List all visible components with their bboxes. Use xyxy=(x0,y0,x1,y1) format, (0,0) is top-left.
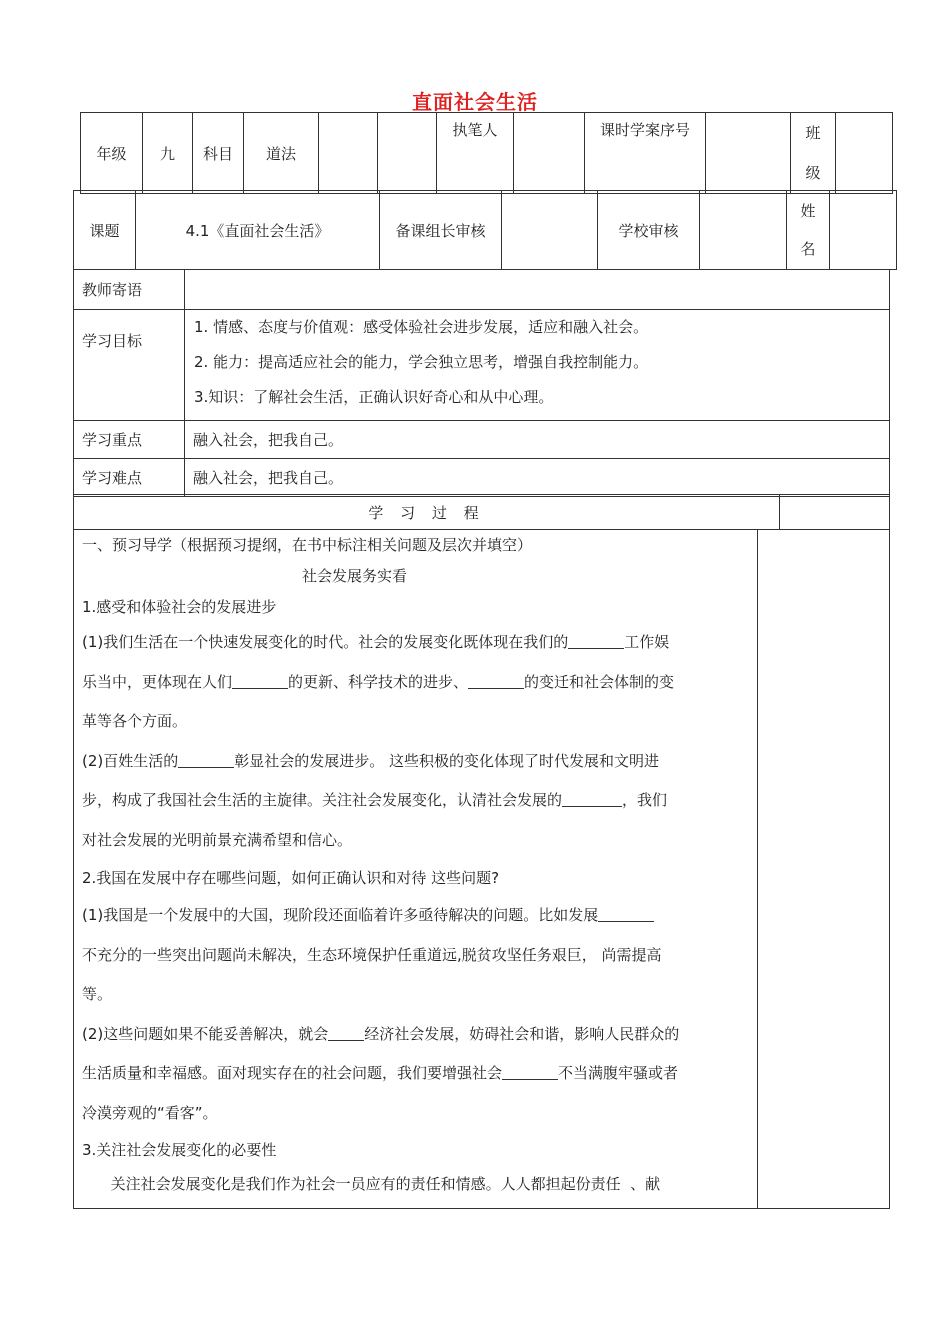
grade-value: 九 xyxy=(143,113,193,194)
class-label: 班 级 xyxy=(791,113,836,194)
process-header xyxy=(73,494,890,530)
content-line: 冷漠旁观的“看客”。 xyxy=(82,1103,218,1122)
process-label: 学 习 过 程 xyxy=(74,495,780,530)
header-row-1 xyxy=(80,112,893,194)
blank-cell xyxy=(319,113,378,194)
teacher-msg-value xyxy=(185,270,890,310)
content-heading: 2.我国在发展中存在哪些问题，如何正确认识和对待 这些问题? xyxy=(82,869,500,887)
fill-blank xyxy=(598,905,654,922)
lesson-seq-label: 课时学案序号 xyxy=(585,113,706,194)
content-heading: 3.关注社会发展变化的必要性 xyxy=(82,1141,277,1159)
content-line: (1)我们生活在一个快速发展变化的时代。社会的发展变化既体现在我们的 工作娱 xyxy=(82,633,670,651)
review-label: 备课组长审核 xyxy=(380,191,502,270)
fill-blank xyxy=(502,1063,558,1080)
content-line: 乐当中，更体现在人们 的更新、科学技术的进步、 的变迁和社会体制的变 xyxy=(82,672,675,691)
content-line: 生活质量和幸福感。面对现实存在的社会问题，我们要增强社会 不当满腹牢骚或者 xyxy=(82,1064,679,1082)
topic-value: 4.1《直面社会生活》 xyxy=(136,191,380,270)
content-line: 不充分的一些突出问题尚未解决，生态环境保护任重道远,脱贫攻坚任务艰巨， 尚需提高 xyxy=(82,945,662,964)
topic-label: 课题 xyxy=(74,191,136,270)
subject-label: 科目 xyxy=(193,113,244,194)
school-review-value xyxy=(700,191,787,270)
fill-blank xyxy=(178,751,234,768)
content-subheading: 社会发展务实看 xyxy=(302,567,408,585)
name-value xyxy=(830,191,897,270)
author-value xyxy=(514,113,585,194)
content-line: (2)这些问题如果不能妥善解决，就会 经济社会发展，妨碍社会和谐，影响人民群众的 xyxy=(82,1024,680,1043)
school-review-label: 学校审核 xyxy=(598,191,700,270)
content-side-cell xyxy=(758,530,890,1209)
content-line: (2)百姓生活的 彰显社会的发展进步。 这些积极的变化体现了时代发展和文明进 xyxy=(82,751,660,770)
fill-blank xyxy=(562,790,622,807)
content-table xyxy=(73,529,890,1209)
lesson-seq-value xyxy=(706,113,791,194)
name-label: 姓 名 xyxy=(787,191,830,270)
subject-value: 道法 xyxy=(244,113,319,194)
content-line: 关注社会发展变化是我们作为社会一员应有的责任和情感。人人都担起份责任 、献 xyxy=(82,1175,661,1193)
content-line: 对社会发展的光明前景充满希望和信心。 xyxy=(82,830,353,849)
author-label: 执笔人 xyxy=(437,113,514,194)
content-line: 等。 xyxy=(82,985,113,1003)
goal-item: 3.知识：了解社会生活，正确认识好奇心和从中心理。 xyxy=(194,388,554,406)
content-line: 一、预习导学（根据预习提纲，在书中标注相关问题及层次并填空） xyxy=(82,536,533,554)
review-value xyxy=(502,191,598,270)
class-value xyxy=(836,113,893,194)
key-value: 融入社会，把我自己。 xyxy=(185,421,890,459)
lesson-info-table xyxy=(73,269,890,497)
goal-item: 2. 能力：提高适应社会的能力，学会独立思考，增强自我控制能力。 xyxy=(194,353,649,371)
header-row-2 xyxy=(73,190,897,270)
goals-list xyxy=(185,310,890,421)
fill-blank xyxy=(328,1024,364,1041)
fill-blank xyxy=(232,672,288,689)
key-label: 学习重点 xyxy=(74,421,185,459)
content-line: (1)我国是一个发展中的大国，现阶段还面临着许多亟待解决的问题。比如发展 xyxy=(82,896,749,936)
goal-item: 1. 情感、态度与价值观：感受体验社会进步发展，适应和融入社会。 xyxy=(194,318,649,336)
goals-label: 学习目标 xyxy=(74,310,185,421)
grade-label: 年级 xyxy=(81,113,143,194)
process-side-cell xyxy=(780,495,890,530)
content-line: 步，构成了我国社会生活的主旋律。关注社会发展变化，认清社会发展的 ，我们 xyxy=(82,791,668,809)
document-title: 直面社会生活 xyxy=(412,90,538,114)
fill-blank xyxy=(468,672,524,689)
content-heading: 1.感受和体验社会的发展进步 xyxy=(82,598,277,616)
fill-blank xyxy=(568,632,624,649)
content-cell xyxy=(74,530,758,1209)
teacher-msg-label: 教师寄语 xyxy=(74,270,185,310)
difficulty-value: 融入社会，把我自己。 xyxy=(185,459,890,497)
blank-cell xyxy=(378,113,437,194)
difficulty-label: 学习难点 xyxy=(74,459,185,497)
content-line: 革等各个方面。 xyxy=(82,712,188,730)
